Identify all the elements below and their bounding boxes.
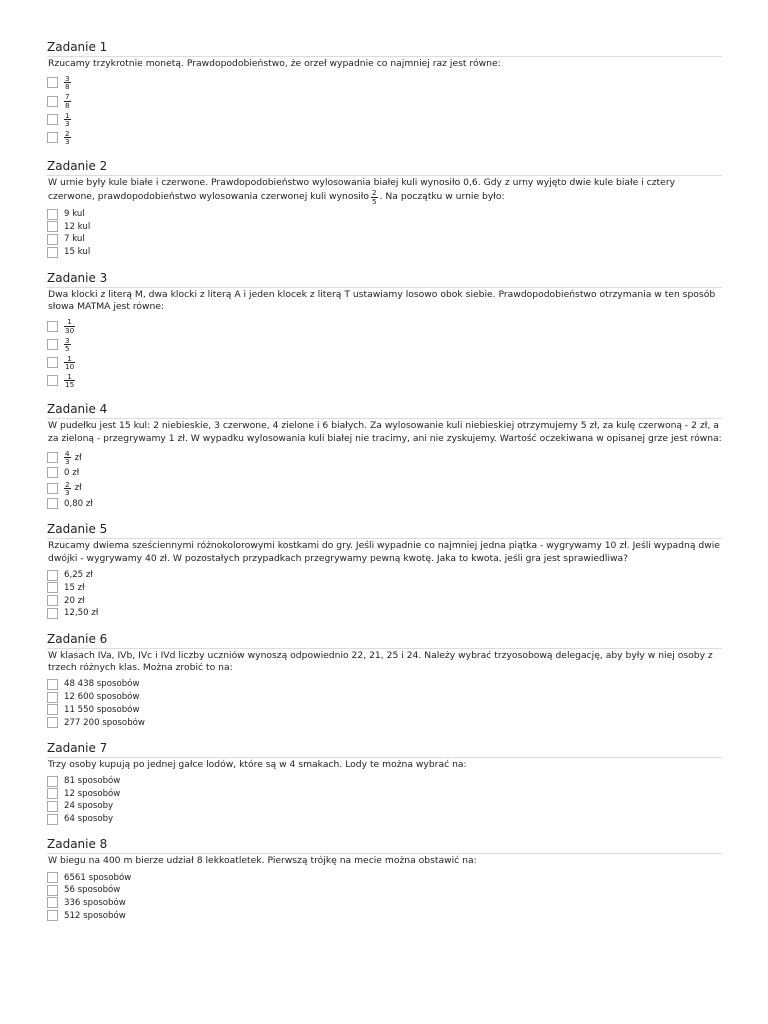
answer-option[interactable] — [47, 467, 722, 480]
answer-label: 24 sposoby — [64, 801, 114, 812]
answer-options — [47, 208, 722, 259]
task-divider — [47, 757, 722, 758]
answer-option[interactable] — [47, 128, 722, 146]
answer-label: 64 sposoby — [64, 814, 114, 825]
answer-option[interactable] — [47, 498, 722, 511]
fraction-denominator: 3 — [65, 457, 70, 467]
answer-checkbox[interactable] — [47, 339, 58, 350]
fraction-denominator: 5 — [372, 196, 377, 206]
answer-option[interactable] — [47, 813, 722, 826]
task-5 — [47, 522, 722, 619]
question-text — [48, 540, 722, 566]
answer-options — [47, 448, 722, 510]
task-6 — [47, 632, 722, 729]
answer-option[interactable] — [47, 871, 722, 884]
question-text-main: W biegu na 400 m bierze udział 8 lekkoatletek. Pierwszą trójkę na mecie można obstawić na: — [48, 855, 477, 867]
answer-option[interactable] — [47, 704, 722, 717]
question-text — [48, 650, 722, 676]
answer-checkbox[interactable] — [47, 498, 58, 509]
answer-checkbox[interactable] — [47, 221, 58, 232]
answer-label: 48 438 sposobów — [64, 679, 140, 690]
question-text — [48, 759, 722, 772]
answer-option[interactable] — [47, 246, 722, 259]
answer-checkbox[interactable] — [47, 814, 58, 825]
answer-label: 11 550 sposobów — [64, 704, 140, 715]
answer-options — [47, 74, 722, 147]
fraction-denominator: 15 — [65, 380, 75, 390]
task-title: Zadanie 8 — [47, 837, 108, 852]
answer-option[interactable] — [47, 569, 722, 582]
answer-label: 12,50 zł — [64, 608, 99, 619]
answer-checkbox[interactable] — [47, 96, 58, 107]
answer-option[interactable] — [47, 220, 722, 233]
answer-option[interactable] — [47, 594, 722, 607]
answer-checkbox[interactable] — [47, 483, 58, 494]
fraction — [64, 355, 75, 370]
question-text-main: Rzucamy dwiema sześciennymi różnokolorowymi kostkami do gry. Jeśli wypadnie co najmniej jedna piątka - wygrywamy 10 zł. Jeśli wypadną dwie dwójki - wygrywamy 40 zł. W pozostałych przypadkach przegrywamy pewną kwotę. Jaka to kwota, jeśli gra jest sprawiedliwa? — [48, 540, 720, 564]
answer-option[interactable] — [47, 897, 722, 910]
answer-option[interactable] — [47, 335, 722, 353]
answer-label: 12 kul — [64, 221, 91, 232]
question-text-main: W pudełku jest 15 kul: 2 niebieskie, 3 czerwone, 4 zielone i 6 białych. Za wylosowanie kuli niebieskiej otrzymujemy 5 zł, za kulę czerwoną - 2 zł, a za zieloną - przegrywamy 1 zł. W wypadku wylosowania kuli białej nie tracimy, ani nie zyskujemy. Wartość oczekiwana w opisanej grze jest równa: — [48, 419, 722, 444]
fraction-denominator: 8 — [65, 82, 70, 92]
answer-option[interactable] — [47, 208, 722, 221]
answer-label: 81 sposobów — [64, 776, 121, 787]
question-text-main: W klasach IVa, IVb, IVc i IVd liczby uczniów wynoszą odpowiednio 22, 21, 25 i 24. Należy wybrać trzyosobową delegację, aby były w niej osoby z trzech różnych klas. Można zrobić to na: — [48, 649, 713, 674]
answer-label: 277 200 sposobów — [64, 717, 145, 728]
answer-checkbox[interactable] — [47, 776, 58, 787]
fraction-numerator: 2 — [65, 128, 70, 138]
answer-label: 512 sposobów — [64, 910, 126, 921]
fraction-denominator: 10 — [65, 362, 75, 372]
question-text-main: Trzy osoby kupują po jednej gałce lodów, które są w 4 smakach. Lody te można wybrać na: — [48, 758, 467, 770]
fraction-numerator: 1 — [67, 317, 72, 327]
answer-option[interactable] — [47, 74, 722, 92]
answer-label: 0,80 zł — [64, 498, 93, 509]
answer-checkbox[interactable] — [47, 885, 58, 896]
fraction-numerator: 3 — [65, 74, 70, 84]
task-1 — [47, 40, 722, 147]
answer-checkbox[interactable] — [47, 872, 58, 883]
answer-option[interactable] — [47, 716, 722, 729]
task-divider — [47, 853, 722, 854]
answer-checkbox[interactable] — [47, 357, 58, 368]
question-text — [48, 289, 722, 315]
fraction — [64, 130, 71, 145]
answer-checkbox[interactable] — [47, 114, 58, 125]
fraction-denominator: 30 — [65, 325, 75, 335]
answer-checkbox[interactable] — [47, 788, 58, 799]
fraction-denominator: 3 — [65, 487, 70, 497]
answer-label: 0 zł — [64, 467, 80, 478]
fraction — [64, 112, 71, 127]
answer-label: 6,25 zł — [64, 570, 93, 581]
answer-option[interactable] — [47, 233, 722, 246]
answer-option[interactable] — [47, 317, 722, 335]
fraction-numerator: 2 — [65, 479, 70, 489]
task-2 — [47, 159, 722, 259]
answer-checkbox[interactable] — [47, 467, 58, 478]
answer-option[interactable] — [47, 607, 722, 620]
answer-checkbox[interactable] — [47, 704, 58, 715]
answer-checkbox[interactable] — [47, 595, 58, 606]
fraction-denominator: 8 — [65, 100, 70, 110]
answer-checkbox[interactable] — [47, 717, 58, 728]
answer-label: 20 zł — [64, 595, 85, 606]
answer-checkbox[interactable] — [47, 582, 58, 593]
answer-checkbox[interactable] — [47, 910, 58, 921]
question-text-main: W urnie były kule białe i czerwone. Prawdopodobieństwo wylosowania białej kuli wynosiło 0,6. Gdy z urny wyjęto dwie kule białe i cztery czerwone, prawdopodobieństwo wylosowania czerwonej kuli wynosiło — [48, 176, 676, 203]
answer-checkbox[interactable] — [47, 234, 58, 245]
answer-label: 15 kul — [64, 247, 91, 258]
answer-checkbox[interactable] — [47, 801, 58, 812]
fraction-numerator: 3 — [65, 335, 70, 345]
fraction-numerator: 7 — [65, 92, 70, 102]
task-4 — [47, 402, 722, 510]
fraction-numerator: 2 — [372, 188, 377, 198]
question-text — [48, 177, 722, 205]
answer-options — [47, 317, 722, 390]
answer-unit: zł — [74, 452, 82, 463]
answer-label: 9 kul — [64, 209, 85, 220]
answer-checkbox[interactable] — [47, 247, 58, 258]
fraction — [371, 189, 378, 204]
fraction-numerator: 4 — [65, 448, 70, 458]
answer-options — [47, 569, 722, 620]
answer-option[interactable] — [47, 110, 722, 128]
answer-label: 12 600 sposobów — [64, 692, 140, 703]
task-title: Zadanie 2 — [47, 158, 108, 173]
answer-checkbox[interactable] — [47, 692, 58, 703]
task-title: Zadanie 7 — [47, 740, 108, 755]
fraction-numerator: 1 — [67, 353, 72, 363]
answer-option[interactable] — [47, 479, 722, 497]
answer-option[interactable] — [47, 448, 722, 466]
task-title: Zadanie 1 — [47, 40, 108, 54]
question-text-tail: . Na początku w urnie było: — [379, 191, 505, 203]
task-title: Zadanie 4 — [47, 401, 108, 416]
task-divider — [47, 287, 722, 288]
fraction — [64, 450, 71, 465]
fraction-denominator: 3 — [65, 118, 70, 128]
fraction — [64, 373, 75, 388]
fraction — [64, 75, 71, 90]
question-text — [48, 420, 722, 446]
fraction-numerator: 1 — [65, 110, 70, 120]
answer-option[interactable] — [47, 884, 722, 897]
answer-checkbox[interactable] — [47, 452, 58, 463]
answer-checkbox[interactable] — [47, 679, 58, 690]
answer-checkbox[interactable] — [47, 209, 58, 220]
answer-option[interactable] — [47, 678, 722, 691]
question-text-main: Dwa klocki z literą M, dwa klocki z literą A i jeden klocek z literą T ustawiamy losowo obok siebie. Prawdopodobieństwo otrzymania w ten sposób słowa MATMA jest równe: — [48, 288, 716, 313]
answer-label: 15 zł — [64, 582, 85, 593]
answer-options — [47, 678, 722, 729]
answer-label: 12 sposobów — [64, 788, 121, 799]
question-text — [48, 855, 722, 868]
answer-option[interactable] — [47, 691, 722, 704]
task-divider — [47, 175, 722, 176]
task-3 — [47, 271, 722, 390]
question-text — [48, 58, 722, 71]
answer-options — [47, 871, 722, 922]
answer-option[interactable] — [47, 775, 722, 788]
fraction-denominator: 3 — [65, 136, 70, 146]
task-7 — [47, 741, 722, 826]
answer-option[interactable] — [47, 581, 722, 594]
answer-checkbox[interactable] — [47, 375, 58, 386]
task-divider — [47, 56, 722, 57]
task-title: Zadanie 3 — [47, 270, 108, 285]
task-divider — [47, 648, 722, 649]
question-text-main: Rzucamy trzykrotnie monetą. Prawdopodobieństwo, że orzeł wypadnie co najmniej raz jest równe: — [48, 58, 501, 69]
answer-options — [47, 775, 722, 826]
answer-label: 336 sposobów — [64, 897, 126, 908]
answer-checkbox[interactable] — [47, 321, 58, 332]
answer-unit: zł — [74, 483, 82, 494]
answer-checkbox[interactable] — [47, 897, 58, 908]
fraction — [64, 337, 71, 352]
answer-label: 56 sposobów — [64, 885, 121, 896]
answer-checkbox[interactable] — [47, 77, 58, 88]
answer-option[interactable] — [47, 800, 722, 813]
quiz-page — [47, 40, 722, 934]
task-divider — [47, 538, 722, 539]
fraction — [64, 93, 71, 108]
answer-label: 7 kul — [64, 234, 85, 245]
answer-option[interactable] — [47, 909, 722, 922]
task-title: Zadanie 6 — [47, 631, 108, 646]
answer-option[interactable] — [47, 353, 722, 371]
answer-option[interactable] — [47, 92, 722, 110]
task-title: Zadanie 5 — [47, 522, 108, 537]
answer-checkbox[interactable] — [47, 608, 58, 619]
fraction — [64, 318, 75, 333]
fraction-numerator: 1 — [67, 372, 72, 382]
answer-checkbox[interactable] — [47, 570, 58, 581]
answer-checkbox[interactable] — [47, 132, 58, 143]
answer-label: 6561 sposobów — [64, 872, 132, 883]
fraction — [64, 481, 71, 496]
answer-option[interactable] — [47, 787, 722, 800]
fraction-denominator: 5 — [65, 343, 70, 353]
answer-option[interactable] — [47, 372, 722, 390]
task-divider — [47, 418, 722, 419]
task-8 — [47, 837, 722, 922]
